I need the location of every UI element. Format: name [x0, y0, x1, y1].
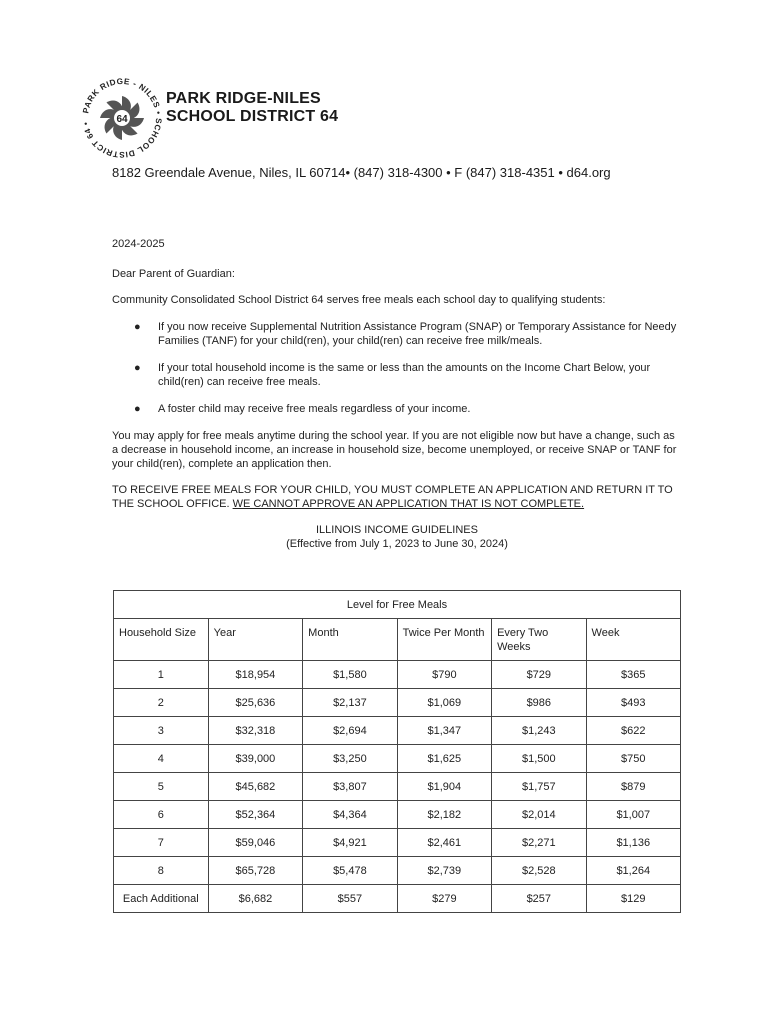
- table-cell: $2,137: [303, 689, 397, 717]
- table-cell: $6,682: [208, 885, 303, 913]
- table-cell: $1,069: [397, 689, 491, 717]
- table-cell: $729: [492, 661, 586, 689]
- table-row: [114, 689, 681, 717]
- table-cell: $65,728: [208, 857, 303, 885]
- column-header: Every Two Weeks: [492, 619, 586, 661]
- table-cell: $1,264: [586, 857, 680, 885]
- table-cell: $1,007: [586, 801, 680, 829]
- table-cell: $4,364: [303, 801, 397, 829]
- table-cell: $59,046: [208, 829, 303, 857]
- table-caption: Level for Free Meals: [114, 591, 681, 619]
- table-cell: $622: [586, 717, 680, 745]
- table-cell: 7: [114, 829, 209, 857]
- guidelines-heading: [112, 523, 682, 551]
- table-cell: $879: [586, 773, 680, 801]
- eligibility-list: [112, 320, 682, 429]
- table-cell: $1,347: [397, 717, 491, 745]
- table-cell: $2,694: [303, 717, 397, 745]
- table-row: [114, 829, 681, 857]
- table-row: [114, 857, 681, 885]
- table-row: [114, 745, 681, 773]
- seal-number: 64: [116, 114, 128, 125]
- list-item-text: If you now receive Supplemental Nutrition Assistance Program (SNAP) or Temporary Assistance for Needy Families (TANF) for your child(ren), your child(ren) can receive free milk/meals.: [158, 321, 677, 347]
- org-name-line2: SCHOOL DISTRICT 64: [166, 108, 339, 125]
- list-item: [112, 320, 682, 348]
- district-seal-logo: [80, 76, 164, 160]
- column-header: Week: [586, 619, 680, 661]
- table-cell: $3,807: [303, 773, 397, 801]
- table-cell: $2,182: [397, 801, 491, 829]
- column-header: Household Size: [114, 619, 209, 661]
- list-item-text: If your total household income is the same or less than the amounts on the Income Chart Below, your child(ren) can receive free meals.: [158, 362, 651, 388]
- table-row: [114, 885, 681, 913]
- table-cell: $1,580: [303, 661, 397, 689]
- table-body: [114, 661, 681, 913]
- table-cell: 4: [114, 745, 209, 773]
- table-caption-row: [114, 591, 681, 619]
- list-item: [112, 402, 682, 416]
- bullet-icon: ●: [134, 403, 141, 415]
- table-cell: $790: [397, 661, 491, 689]
- table-cell: $986: [492, 689, 586, 717]
- bullet-icon: ●: [134, 362, 141, 374]
- org-name-line1: PARK RIDGE-NILES: [166, 90, 321, 107]
- table-cell: $2,528: [492, 857, 586, 885]
- table-cell: $3,250: [303, 745, 397, 773]
- table-cell: 2: [114, 689, 209, 717]
- income-table: [113, 590, 681, 913]
- table-cell: 1: [114, 661, 209, 689]
- table-cell: $4,921: [303, 829, 397, 857]
- table-cell: 8: [114, 857, 209, 885]
- column-header: Year: [208, 619, 303, 661]
- table-cell: $2,739: [397, 857, 491, 885]
- table-cell: $52,364: [208, 801, 303, 829]
- table-cell: $2,461: [397, 829, 491, 857]
- table-row: [114, 717, 681, 745]
- notice-text: TO RECEIVE FREE MEALS FOR YOUR CHILD, YOU MUST COMPLETE AN APPLICATION AND RETURN IT TO THE SCHOOL OFFICE.: [112, 484, 673, 510]
- table-cell: $2,014: [492, 801, 586, 829]
- table-cell: $2,271: [492, 829, 586, 857]
- table-cell: 5: [114, 773, 209, 801]
- list-item: [112, 361, 682, 389]
- guidelines-effective-dates: (Effective from July 1, 2023 to June 30, 2024): [286, 538, 508, 550]
- table-cell: $39,000: [208, 745, 303, 773]
- table-cell: $45,682: [208, 773, 303, 801]
- table-header-row: [114, 619, 681, 661]
- list-item-text: A foster child may receive free meals regardless of your income.: [158, 403, 471, 415]
- table-cell: $18,954: [208, 661, 303, 689]
- table-row: [114, 661, 681, 689]
- table-cell: $1,757: [492, 773, 586, 801]
- table-cell: $750: [586, 745, 680, 773]
- table-row: [114, 773, 681, 801]
- table-cell: 6: [114, 801, 209, 829]
- table-cell: $129: [586, 885, 680, 913]
- table-cell: $279: [397, 885, 491, 913]
- apply-paragraph: You may apply for free meals anytime during the school year. If you are not eligible now but have a change, such as a decrease in household income, an increase in household size, become unemployed, or receive SNAP or TANF for your child(ren), complete an application then.: [112, 430, 677, 470]
- column-header: Twice Per Month: [397, 619, 491, 661]
- seal-ring-text: PARK RIDGE - NILES • SCHOOL DISTRICT 64 •: [81, 76, 164, 160]
- table-cell: $1,625: [397, 745, 491, 773]
- table-cell: $1,500: [492, 745, 586, 773]
- intro-paragraph: Community Consolidated School District 64 serves free meals each school day to qualifying students:: [112, 294, 606, 306]
- notice-underlined-text: WE CANNOT APPROVE AN APPLICATION THAT IS NOT COMPLETE.: [232, 498, 585, 510]
- org-name: [166, 90, 338, 126]
- table-row: [114, 801, 681, 829]
- table-cell: $557: [303, 885, 397, 913]
- table-cell: $32,318: [208, 717, 303, 745]
- table-cell: $1,904: [397, 773, 491, 801]
- table-cell: Each Additional: [114, 885, 209, 913]
- table-cell: $365: [586, 661, 680, 689]
- table-cell: $1,136: [586, 829, 680, 857]
- table-cell: $5,478: [303, 857, 397, 885]
- table-cell: $1,243: [492, 717, 586, 745]
- school-year: 2024-2025: [112, 238, 165, 250]
- table-cell: $25,636: [208, 689, 303, 717]
- notice-paragraph: [112, 483, 682, 511]
- guidelines-title: ILLINOIS INCOME GUIDELINES: [316, 524, 478, 536]
- table-cell: 3: [114, 717, 209, 745]
- table-cell: $257: [492, 885, 586, 913]
- bullet-icon: ●: [134, 321, 141, 333]
- column-header: Month: [303, 619, 397, 661]
- greeting: Dear Parent of Guardian:: [112, 268, 235, 280]
- address-line: 8182 Greendale Avenue, Niles, IL 60714• (847) 318-4300 • F (847) 318-4351 • d64.org: [112, 165, 611, 180]
- table-cell: $493: [586, 689, 680, 717]
